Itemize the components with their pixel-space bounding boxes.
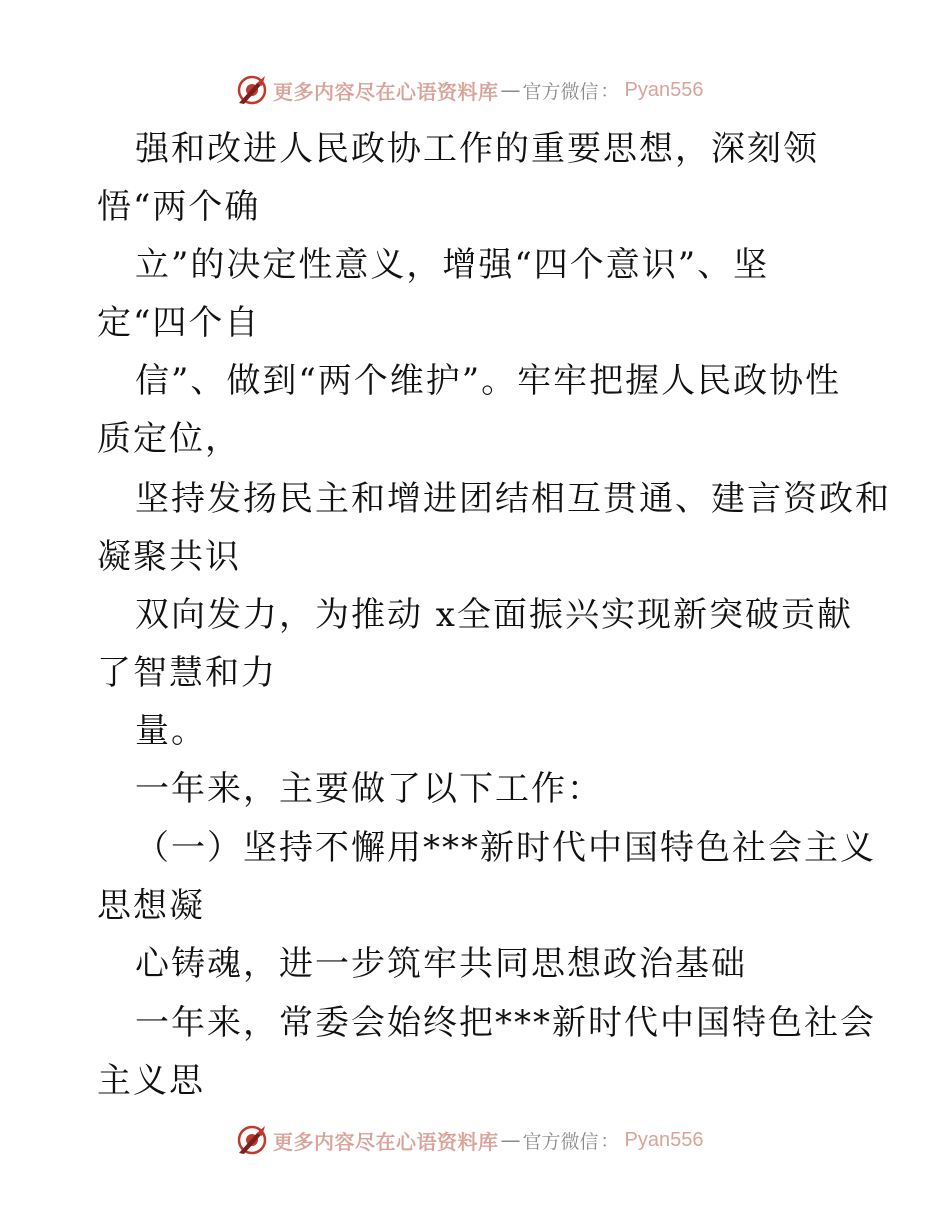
watermark-separator: — <box>500 1128 521 1152</box>
quill-pen-logo-icon <box>235 73 269 107</box>
watermark-wechat-id: Pyan556 <box>624 78 704 101</box>
text-line: 了智慧和力 <box>97 653 277 693</box>
watermark-brand: 更多内容尽在心语资料库 <box>273 79 499 104</box>
watermark-colon: ： <box>600 1131 619 1152</box>
watermark-separator: — <box>500 78 521 102</box>
text-line: 强和改进人民政协工作的重要思想，深刻领 <box>135 129 819 169</box>
footer-watermark <box>235 1122 703 1158</box>
watermark-wechat-label: 官方微信 <box>522 80 599 103</box>
watermark-brand: 更多内容尽在心语资料库 <box>273 1129 499 1154</box>
watermark-wechat-id: Pyan556 <box>624 1128 704 1151</box>
text-line: 一年来，常委会始终把***新时代中国特色社会 <box>135 1003 876 1043</box>
text-line: 信”、做到“两个维护”。牢牢把握人民政协性 <box>135 361 842 401</box>
text-line: 立”的决定性意义，增强“四个意识”、坚 <box>135 245 770 285</box>
text-line: 双向发力，为推动 x全面振兴实现新突破贡献 <box>135 595 853 635</box>
watermark-wechat-label: 官方微信 <box>522 1130 599 1153</box>
text-line: 一年来，主要做了以下工作： <box>135 769 603 809</box>
text-line: 悟“两个确 <box>97 187 261 227</box>
text-line: 质定位， <box>97 419 241 459</box>
text-line: 定“四个自 <box>97 303 261 343</box>
text-line: 主义思 <box>97 1061 205 1101</box>
watermark-colon: ： <box>600 81 619 102</box>
text-line: 凝聚共识 <box>97 537 241 577</box>
text-line: 量。 <box>135 711 207 751</box>
text-line: 思想凝 <box>97 886 205 926</box>
header-watermark <box>235 72 703 108</box>
quill-pen-logo-icon <box>235 1123 269 1157</box>
text-line: 坚持发扬民主和增进团结相互贯通、建言资政和 <box>135 479 891 519</box>
text-line: （一）坚持不懈用***新时代中国特色社会主义 <box>135 828 876 868</box>
text-line: 心铸魂，进一步筑牢共同思想政治基础 <box>135 944 747 984</box>
